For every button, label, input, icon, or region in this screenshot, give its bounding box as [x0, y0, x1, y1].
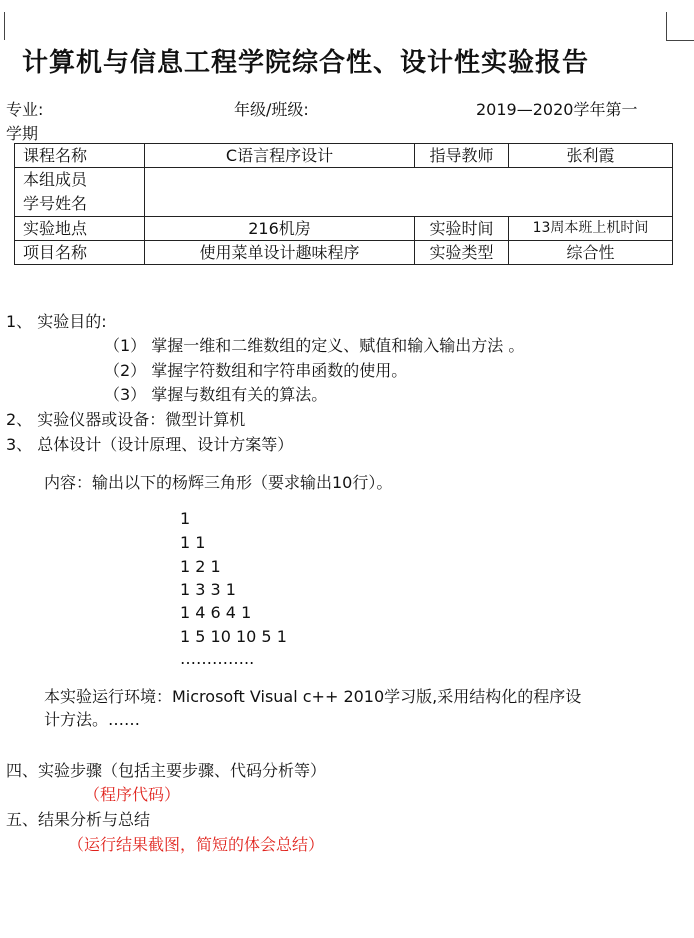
objective-item-1: （1） 掌握一维和二维数组的定义、赋值和输入输出方法 。	[104, 336, 525, 355]
section-results-heading: 五、结果分析与总结	[6, 810, 151, 829]
triangle-row-4: 1 3 3 1	[180, 580, 236, 599]
project-name-value: 使用菜单设计趣味程序	[145, 241, 415, 265]
objective-item-3: （3） 掌握与数组有关的算法。	[104, 385, 328, 404]
grade-class-label: 年级/班级:	[234, 100, 309, 119]
table-row	[15, 241, 673, 265]
triangle-ellipsis: …………..	[180, 649, 255, 668]
table-row	[15, 168, 673, 217]
section-objectives-heading: 1、 实验目的:	[6, 312, 107, 331]
academic-term: 2019—2020学年第一	[476, 100, 638, 119]
academic-term-continued: 学期	[6, 124, 39, 143]
table-row	[15, 144, 673, 168]
triangle-row-3: 1 2 1	[180, 557, 221, 576]
course-name-value: C语言程序设计	[145, 144, 415, 168]
triangle-row-6: 1 5 10 10 5 1	[180, 627, 287, 646]
members-label-line2: 学号姓名	[23, 194, 88, 213]
environment-line-1: 本实验运行环境：Microsoft Visual c++ 2010学习版,采用结构化的程序设	[44, 687, 582, 706]
lab-type-label: 实验类型	[415, 241, 509, 265]
project-name-label: 项目名称	[15, 241, 145, 265]
section-equipment: 2、 实验仪器或设备：微型计算机	[6, 410, 246, 429]
steps-note: （程序代码）	[84, 785, 181, 804]
teacher-value: 张利霞	[509, 144, 673, 168]
lab-location-label: 实验地点	[15, 217, 145, 241]
lab-time-value: 13周本班上机时间	[509, 217, 673, 241]
lab-type-value: 综合性	[509, 241, 673, 265]
course-name-label: 课程名称	[15, 144, 145, 168]
design-content: 内容：输出以下的杨辉三角形（要求输出10行）。	[44, 473, 393, 492]
page-corner-mark-right-horizontal	[666, 40, 694, 41]
section-design-heading: 3、 总体设计（设计原理、设计方案等）	[6, 435, 294, 454]
triangle-row-1: 1	[180, 509, 191, 528]
report-title: 计算机与信息工程学院综合性、设计性实验报告	[22, 48, 590, 78]
section-steps-heading: 四、实验步骤（包括主要步骤、代码分析等）	[6, 761, 327, 780]
members-label-cell	[15, 168, 145, 217]
table-row	[15, 217, 673, 241]
major-label: 专业:	[6, 100, 44, 119]
environment-line-2: 计方法。……	[44, 710, 141, 729]
lab-location-value: 216机房	[145, 217, 415, 241]
page-corner-mark-left	[4, 12, 5, 40]
objective-item-2: （2） 掌握字符数组和字符串函数的使用。	[104, 361, 408, 380]
triangle-row-2: 1 1	[180, 533, 206, 552]
members-label-line1: 本组成员	[23, 170, 88, 189]
lab-time-label: 实验时间	[415, 217, 509, 241]
members-value	[145, 168, 673, 217]
page-corner-mark-right	[666, 12, 667, 40]
experiment-info-table	[14, 143, 673, 265]
results-note: （运行结果截图，简短的体会总结）	[68, 835, 325, 854]
triangle-row-5: 1 4 6 4 1	[180, 603, 252, 622]
teacher-label: 指导教师	[415, 144, 509, 168]
